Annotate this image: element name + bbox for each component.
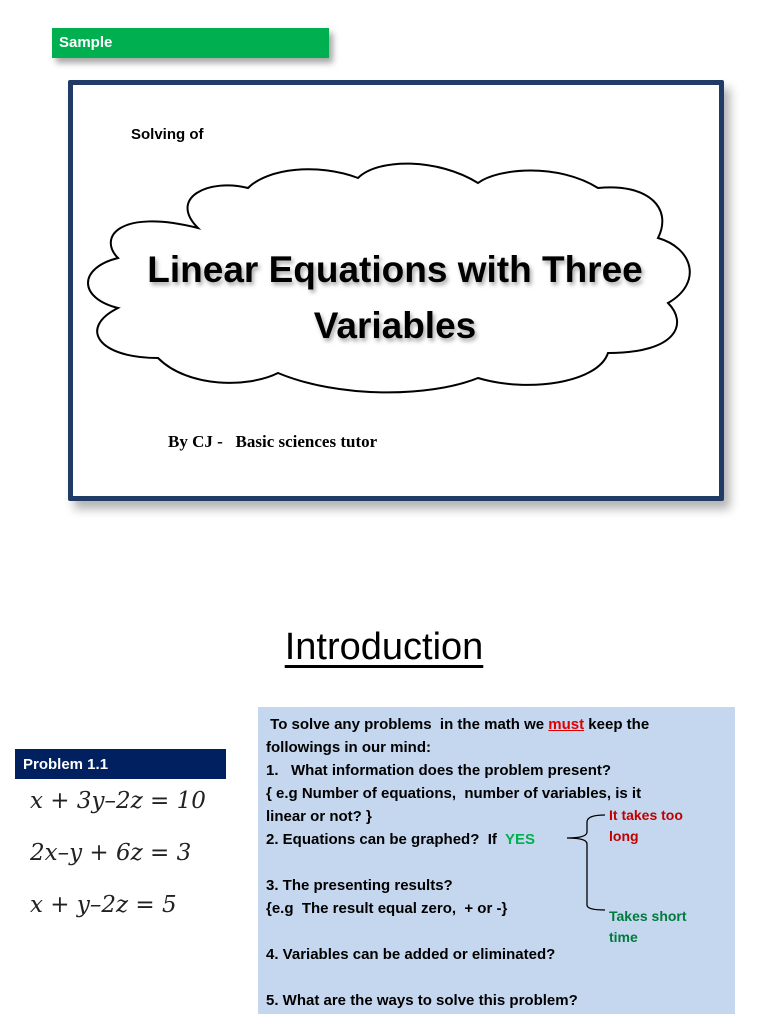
equation-2: 2x–y + 6z = 3 [30,840,192,866]
info-line-1 [266,713,727,736]
intro-heading: Introduction [284,626,484,668]
title-subtitle: Solving of [131,126,204,143]
main-title [90,242,700,354]
info-line-10: 5. What are the ways to solve this problem? [266,992,578,1009]
info-line-9: 4. Variables can be added or eliminated? [266,946,556,963]
info-line-6-pre: 2. Equations can be graphed? If [266,831,505,848]
note-short-time: Takes short time [609,908,687,945]
info-line-4: { e.g Number of equations, number of variables, is it [266,785,642,802]
equation-list [30,784,206,940]
title-line-1: Linear Equations with Three [147,249,643,290]
info-line-7: 3. The presenting results? [266,877,453,894]
info-line-5: linear or not? } [266,808,372,825]
title-line-2: Variables [313,305,477,346]
note-too-long: It takes too long [609,807,683,844]
info-line-3: 1. What information does the problem present? [266,762,612,779]
equation-3: x + y–2z = 5 [30,892,177,918]
yes-label: YES [504,831,535,848]
spacer [266,851,727,874]
info-line-2: followings in our mind: [266,739,431,756]
info-line-1-post: keep the [584,716,650,733]
author-line: By CJ - Basic sciences tutor [168,432,378,451]
info-box [258,707,735,1014]
problem-header: Problem 1.1 [15,749,226,779]
sample-tag: Sample [52,28,329,58]
curly-bracket-icon [565,810,615,915]
info-line-1-pre: To solve any problems in the math we [266,716,549,733]
equation-1: x + 3y–2z = 10 [30,788,206,814]
spacer [266,966,727,989]
must-emphasis: must [548,716,585,733]
info-line-8: {e.g The result equal zero, + or -} [266,900,508,917]
